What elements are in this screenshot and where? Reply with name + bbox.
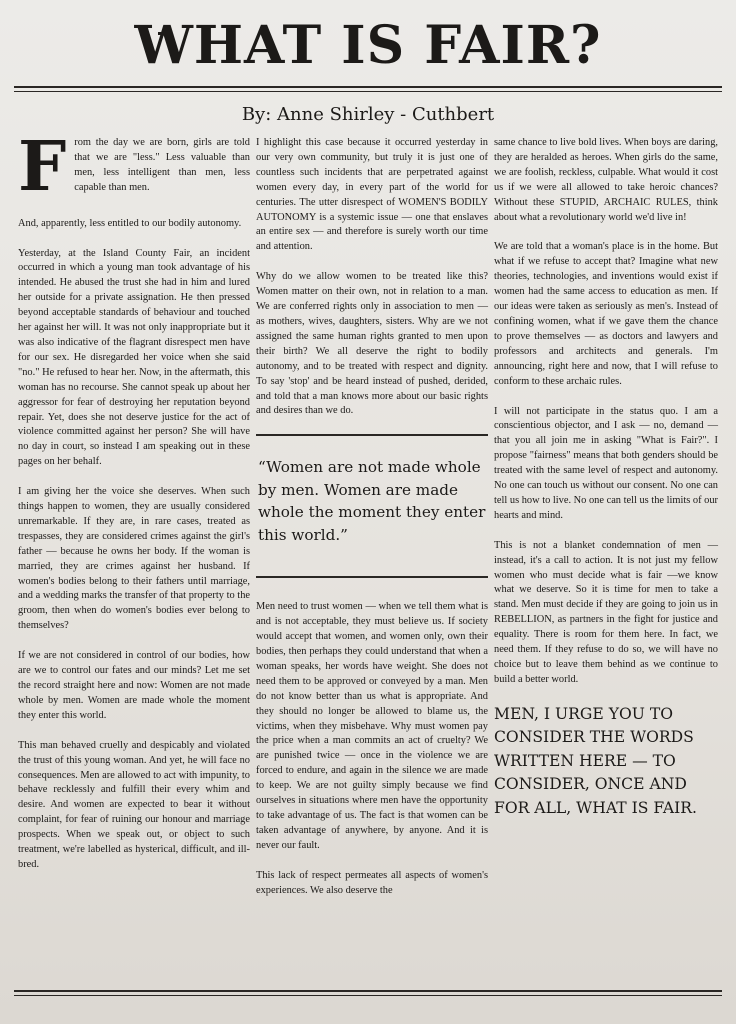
paragraph: Yesterday, at the Island County Fair, an incident occurred in which a young man took advantage of his intended. He abused the trust she had in him and lured her outside for a private assignation. He then pressed beyond acceptable standards of behaviour and touched her against her will. It was not only inappropriate but it was also indicative of the flagrant disrespect men have for our sex. He disregarded her voice when she said "no." He refused to hear her. Now, in the aftermath, this woman has no recourse. She cannot speak up about her aggressor for fear of destroying her reputation beyond repair. Yet, does she not deserve justice for the act of violence committed against her person? She will have no day in court, so instead I am speaking out in these pages on her behalf. <box>18 247 250 468</box>
paragraph: I will not participate in the status quo. I am a conscientious objector, and I ask — no, demand — that you all join me in asking "What is Fair?". I propose "fairness" means that both genders should be treated with the same level of respect and autonomy. No one can touch us without our consent. No one can tell us how to live. No one can tell us the limits of our hearts and mind. <box>494 405 718 521</box>
column-2 <box>256 136 488 914</box>
byline: By: Anne Shirley - Cuthbert <box>241 104 495 125</box>
paragraph: I highlight this case because it occurred yesterday in our very own community, but truly it is just one of countless such incidents that are perpetrated against women every day, in every part of the world for centuries. The utter disrespect of WOMEN'S BODILY AUTONOMY is a systemic issue — one that enslaves an entire sex — and therefore is surely worth our time and attention. <box>256 137 488 253</box>
column-3 <box>494 136 718 820</box>
drop-cap: F <box>18 127 67 207</box>
footer-rule-bottom <box>14 995 722 996</box>
paragraph: I am giving her the voice she deserves. When such things happen to women, they are usually considered unremarkable. If they are, in rare cases, treated as trespasses, they are considered crimes against the girl's father — because he owns her body. If the woman is married, they are crimes against her husband. If women's bodies belong to their fathers until marriage, and a wedding marks the transfer of that property to the groom, then when do women's bodies ever belong to themselves? <box>18 486 250 632</box>
column-1 <box>18 127 250 888</box>
call-out: MEN, I URGE YOU TO CONSIDER THE WORDS WRITTEN HERE — TO CONSIDER, ONCE AND FOR ALL, WHAT IS FAIR. <box>494 704 697 817</box>
paragraph <box>18 127 250 207</box>
headline-rule-bottom <box>14 91 722 92</box>
paragraph: We are told that a woman's place is in the home. But what if we refuse to accept that? Imagine what new theories, technologies, and inventions would exist if women had the same access to education as men. If our ideas were taken as seriously as men's. Instead of confining women, what if we gave them the chance to prove themselves — as doctors and lawyers and professors and architects and generals. I'm announcing, right here and now, that I will refuse to conform to these archaic rules. <box>494 241 718 387</box>
pull-quote: “Women are not made whole by men. Women are made whole the moment they enter this world.” <box>258 458 486 544</box>
footer-rule-top <box>14 990 722 992</box>
headline-rule-top <box>14 86 722 88</box>
paragraph: This man behaved cruelly and despicably and violated the trust of this young woman. And yet, he will face no consequences. Men are allowed to act with impunity, to behave recklessly and fulfill their every whim and desire. And women are expected to bear it without complaint, for fear of ruining our honour and marriage prospects. When we speak out, or object to such treatment, we're labelled as hysterical, difficult, and ill-bred. <box>18 739 250 870</box>
paragraph: This is not a blanket condemnation of men — instead, it's a call to action. It is not just my fellow women who must decide what is fair —we know what we deserve. So it is time for men to take a stand. Men must decide if they are going to join us in REBELLION, as partners in the fight for justice and equality. There is room for them here. In fact, we need them. If they refuse to do so, we will have no choice but to leave them behind as we continue to build a better world. <box>494 539 718 685</box>
pull-quote-rule-bottom <box>256 576 488 578</box>
paragraph: Men need to trust women — when we tell them what is and is not acceptable, they must believe us. If society would accept that women, and women only, own their bodies, then perhaps they could understand that when a woman speaks, her words have weight. She does not need them to be approved or conveyed by a man. Men do not know better than us what is appropriate. And they should no longer be allowed to blame us, the victims, when they misbehave. Why must women pay the price when a man commits an act of cruelty? We are punished twice — once in the violence we are forced to endure, and again in the silence we are made to keep. We are not guilty simply because we find ourselves in situations where men have the opportunity to take advantage of us. The fact is that women can be taken advantage of anywhere, by anyone. And it is never our fault. <box>256 601 488 851</box>
paragraph-text: rom the day we are born, girls are told that we are "less." Less valuable than men, less intelligent than men, less capable than men. <box>74 137 250 193</box>
paragraph: This lack of respect permeates all aspects of women's experiences. We also deserve the <box>256 869 488 896</box>
paragraph: If we are not considered in control of our bodies, how are we to control our fates and our minds? Let me set the record straight here and now: Women are not made whole by men. Women are made whole the moment they enter this world. <box>18 650 250 721</box>
paragraph: Why do we allow women to be treated like this? Women matter on their own, not in relation to a man. We are conferred rights only in association to men — as mothers, wives, daughters, sisters. Why are we not assigned the same human rights granted to men upon their birth? We all deserve the right to bodily autonomy, and to be treated with respect and dignity. To say 'stop' and be heard instead of pushed, derided, and told that a man knows more about our basic rights and desires than we do. <box>256 271 488 417</box>
headline: WHAT IS FAIR? <box>134 15 602 76</box>
pull-quote-rule-top <box>256 434 488 436</box>
paragraph: same chance to live bold lives. When boys are daring, they are heralded as heroes. When girls do the same, we are foolish, reckless, culpable. What would it cost us if we were all allowed to take heroic chances? Without these STUPID, ARCHAIC RULES, think about what a revolutionary world we'd live in! <box>494 137 719 223</box>
paragraph: And, apparently, less entitled to our bodily autonomy. <box>18 217 242 229</box>
